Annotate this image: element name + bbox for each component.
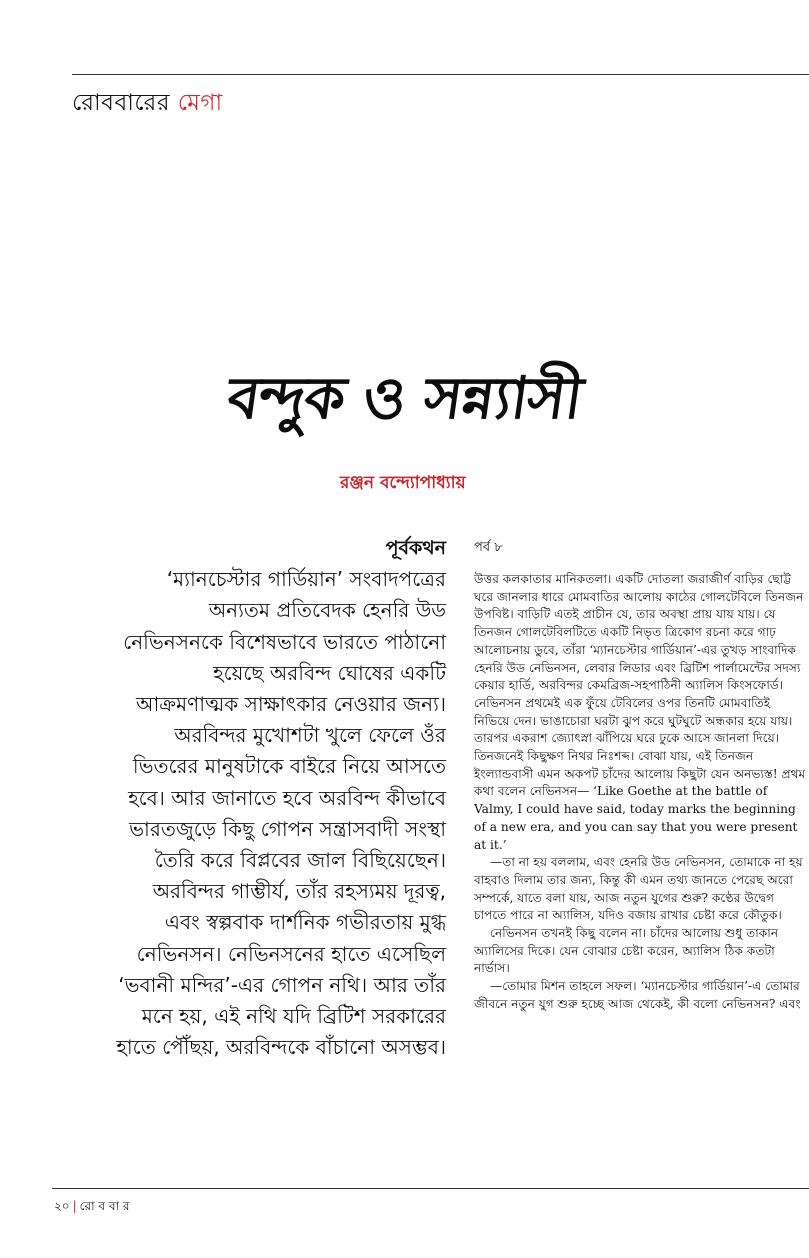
article-title: বন্দুক ও সন্ন্যাসী <box>223 364 587 432</box>
body-paragraph: —তোমার মিশন তাহলে সফল। ‘ম্যানচেস্টার গার্ডিয়ান’-এ তোমার জীবনে নতুন যুগ শুরু হচ্ছে আজ থেকেই, কী বলো নেভিনসন? এবং <box>474 979 801 1011</box>
author-name: রঞ্জন বন্দ্যোপাধ্যায় <box>340 473 466 493</box>
body-paragraph: উত্তর কলকাতার মানিকতলা। একটি দোতলা জরাজীর্ণ বাড়ির ছোট্ট ঘরে জানলার ধারে মোমবাতির আলোয় কাঠের গোলটেবিলে তিনজন উপবিষ্ট। বাড়িটি এতই প্রাচীন যে, তার অবস্থা প্রায় যায় যায়। যে তিনজন গোলটেবিলটিতে একটি নিভৃত ত্রিকোণ রচনা করে গাঢ় আলোচনায় ডুবে, তাঁরা ‘ম্যানচেস্টার গার্ডিয়ান’-এর তুখড় সাংবাদিক হেনরি উড নেভিনসন, লেবার লিডার এবং ব্রিটিশ পার্লামেন্টের সদস্য কেয়ার হার্ডি, অরবিন্দর কেমব্রিজ-সহপাঠিনী অ্যালিস কিংসফোর্ড। নেভিনসন প্রথমেই এক ফুঁয়ে টেবিলের ওপর তিনটি মোমবাতিই নিভিয়ে দেন। ভাঙাচোরা ঘরটা ঝুপ করে ঘুটঘুটে অন্ধকার হয়ে যায়। তারপর একরাশ জ্যোৎস্না ঝাঁপিয়ে ঘরে ঢুকে আসে জানলা দিয়ে। তিনজনেই কিছুক্ষণ নিথর নিঃশব্দ। বোঝা যায়, এই তিনজন ইংল্যান্ডবাসী এমন অকপট চাঁদের আলোয় কিছুটা যেন অনভ্যস্ত! প্রথম কথা বলেন নেভিনসন— ‘Like Goethe at the battle of Valmy, I could have said, today marks the beginning of a new era, and you can say that you were present at it.’ <box>474 572 806 852</box>
header-prefix: রোববারের <box>72 90 170 116</box>
body-column <box>474 571 809 1014</box>
page-footer <box>54 1198 130 1218</box>
body-paragraph: নেভিনসন তখনই কিছু বলেন না। চাঁদের আলোয় শুধু তাকান অ্যালিসের দিকে। যেন বোঝার চেষ্টা করেন, অ্যালিস ঠিক কতটা নার্ভাস। <box>474 926 779 976</box>
footer-separator: | <box>72 1199 77 1213</box>
part-label: পর্ব ৮ <box>474 540 503 555</box>
top-rule <box>72 74 809 75</box>
bottom-rule <box>52 1188 809 1189</box>
magazine-name: রো ব বা র <box>79 1199 130 1213</box>
section-header <box>72 84 223 123</box>
summary-heading: পূর্বকথন <box>385 537 446 559</box>
body-paragraph: —তা না হয় বললাম, এবং হেনরি উড নেভিনসন, তোমাকে না হয় বাহবাও দিলাম তার জন্য, কিন্তু কী এমন তথ্য জানতে পেরেছ অরো সম্পর্কে, যাতে বলা যায়, আজ নতুন যুগের শুরু? কণ্ঠের উদ্বেগ চাপতে পারে না অ্যালিস, যদিও বজায় রাখার চেষ্টা করে কৌতুক। <box>474 855 803 923</box>
header-highlight: মেগা <box>177 90 223 116</box>
summary-column <box>112 533 446 1063</box>
summary-text: ‘ম্যানচেস্টার গার্ডিয়ান’ সংবাদপত্রের অন্যতম প্রতিবেদক হেনরি উড নেভিনসনকে বিশেষভাবে ভারতে পাঠানো হয়েছে অরবিন্দ ঘোষের একটি আক্রমণাত্মক সাক্ষাৎকার নেওয়ার জন্য। অরবিন্দর মুখোশটা খুলে ফেলে ওঁর ভিতরের মানুষটাকে বাইরে নিয়ে আসতে হবে। আর জানাতে হবে অরবিন্দ কীভাবে ভারতজুড়ে কিছু গোপন সন্ত্রাসবাদী সংস্থা তৈরি করে বিপ্লবের জাল বিছিয়েছেন। অরবিন্দর গাম্ভীর্য, তাঁর রহস্যময় দূরত্ব, এবং স্বল্পবাক দার্শনিক গভীরতায় মুগ্ধ নেভিনসন। নেভিনসনের হাতে এসেছিল ‘ভবানী মন্দির’-এর গোপন নথি। আর তাঁর মনে হয়, এই নথি যদি ব্রিটিশ সরকারের হাতে পৌঁছয়, অরবিন্দকে বাঁচানো অসম্ভব। <box>116 567 446 1060</box>
page-number: ২০ <box>54 1199 70 1213</box>
